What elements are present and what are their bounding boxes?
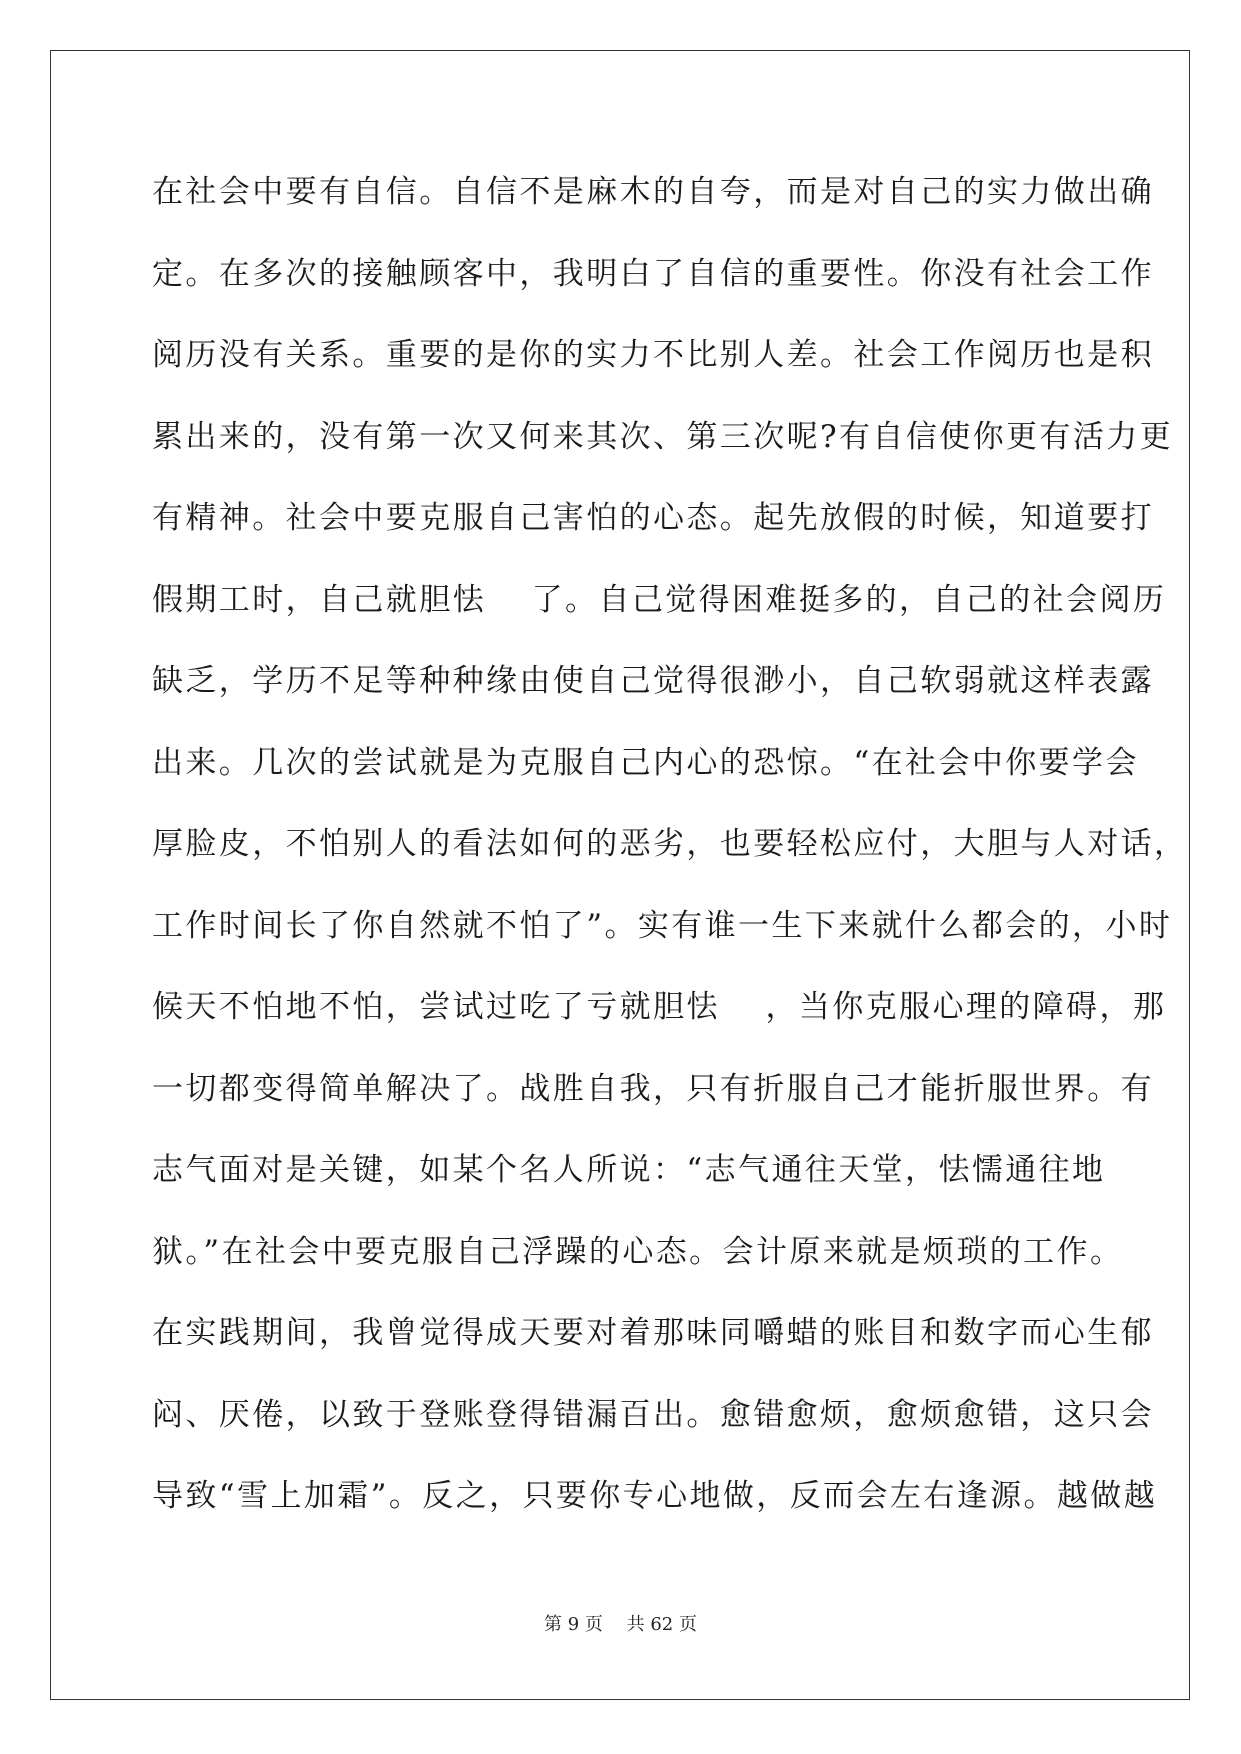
text-line: 一切都变得简单解决了。战胜自我，只有折服自己才能折服世界。有: [152, 1070, 1154, 1107]
text-line: 定。在多次的接触顾客中，我明白了自信的重要性。你没有社会工作: [152, 255, 1154, 292]
text-line: 导致“雪上加霜”。反之，只要你专心地做，反而会左右逢源。越做越: [152, 1478, 1158, 1514]
text-line: 在实践期间，我曾觉得成天要对着那味同嚼蜡的账目和数字而心生郁: [152, 1315, 1154, 1351]
text-line: 志气面对是关键，如某个名人所说：“志气通往天堂，怯懦通往地: [152, 1152, 1106, 1188]
text-line: 工作时间长了你自然就不怕了”。实有谁一生下来就什么都会的，小时: [152, 907, 1173, 944]
text-line: 狱。”在社会中要克服自己浮躁的心态。会计原来就是烦琐的工作。: [152, 1233, 1124, 1270]
text-line: 候天不怕地不怕，尝试过吃了亏就胆怯 ，当你克服心理的障碍，那: [152, 989, 1167, 1025]
body-text: [152, 162, 1188, 1548]
text-line: 累出来的，没有第一次又何来其次、第三次呢?有自信使你更有活力更: [152, 418, 1174, 455]
text-line: 假期工时，自己就胆怯 了。自己觉得困难挺多的，自己的社会阅历: [152, 581, 1167, 618]
text-line: 出来。几次的尝试就是为克服自己内心的恐惊。“在社会中你要学会: [152, 744, 1139, 781]
text-line: 阅历没有关系。重要的是你的实力不比别人差。社会工作阅历也是积: [152, 337, 1154, 373]
text-line: 厚脸皮，不怕别人的看法如何的恶劣，也要轻松应付，大胆与人对话，: [152, 826, 1188, 862]
text-line: 在社会中要有自信。自信不是麻木的自夸，而是对自己的实力做出确: [152, 174, 1154, 210]
page-number-footer: 第 9 页 共 62 页: [544, 1614, 697, 1635]
text-line: 缺乏，学历不足等种种缘由使自己觉得很渺小，自己软弱就这样表露: [152, 663, 1154, 699]
text-line: 有精神。社会中要克服自己害怕的心态。起先放假的时候，知道要打: [152, 500, 1154, 536]
text-line: 闷、厌倦，以致于登账登得错漏百出。愈错愈烦，愈烦愈错，这只会: [152, 1396, 1154, 1433]
